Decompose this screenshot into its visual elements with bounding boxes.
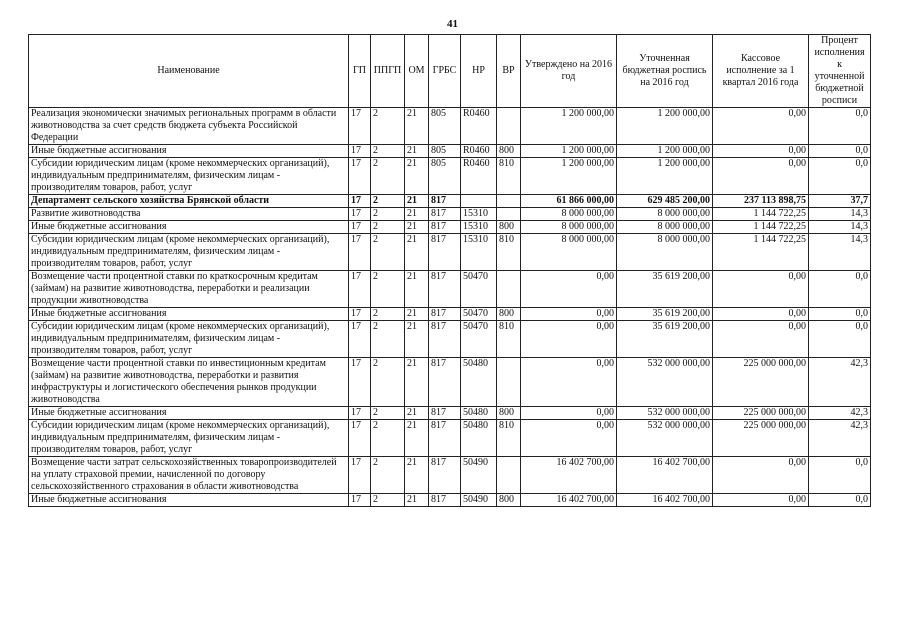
- cell-grbs: 817: [429, 308, 461, 321]
- cell-grbs: 805: [429, 108, 461, 145]
- cell-nr: 50490: [461, 494, 497, 507]
- table-row: [29, 234, 871, 271]
- cell-grbs: 817: [429, 494, 461, 507]
- cell-gp: 17: [349, 271, 371, 308]
- cell-name: Иные бюджетные ассигнования: [29, 494, 349, 507]
- column-header-nr: НР: [461, 35, 497, 108]
- cell-name: Иные бюджетные ассигнования: [29, 308, 349, 321]
- cell-refined: 1 200 000,00: [617, 158, 713, 195]
- cell-name: Развитие животноводства: [29, 208, 349, 221]
- cell-percent: 14,3: [809, 221, 871, 234]
- cell-ppgp: 2: [371, 308, 405, 321]
- cell-percent: 42,3: [809, 358, 871, 407]
- cell-percent: 37,7: [809, 195, 871, 208]
- column-header-cash: Кассовое исполнение за 1 квартал 2016 года: [713, 35, 809, 108]
- cell-refined: 35 619 200,00: [617, 308, 713, 321]
- cell-om: 21: [405, 308, 429, 321]
- column-header-ppgp: ППГП: [371, 35, 405, 108]
- cell-ppgp: 2: [371, 108, 405, 145]
- cell-gp: 17: [349, 321, 371, 358]
- cell-percent: 0,0: [809, 271, 871, 308]
- column-header-approved: Утверждено на 2016 год: [521, 35, 617, 108]
- cell-gp: 17: [349, 308, 371, 321]
- cell-grbs: 805: [429, 145, 461, 158]
- cell-refined: 1 200 000,00: [617, 108, 713, 145]
- cell-gp: 17: [349, 407, 371, 420]
- cell-approved: 1 200 000,00: [521, 158, 617, 195]
- cell-vr: [497, 271, 521, 308]
- cell-approved: 16 402 700,00: [521, 457, 617, 494]
- table-row: [29, 358, 871, 407]
- table-header-row: [29, 35, 871, 108]
- cell-nr: R0460: [461, 145, 497, 158]
- cell-percent: 0,0: [809, 494, 871, 507]
- cell-gp: 17: [349, 208, 371, 221]
- cell-approved: 0,00: [521, 358, 617, 407]
- cell-refined: 532 000 000,00: [617, 407, 713, 420]
- budget-table: [28, 34, 871, 507]
- cell-refined: 629 485 200,00: [617, 195, 713, 208]
- cell-vr: 800: [497, 145, 521, 158]
- cell-percent: 14,3: [809, 234, 871, 271]
- cell-ppgp: 2: [371, 271, 405, 308]
- cell-cash: 225 000 000,00: [713, 358, 809, 407]
- cell-approved: 0,00: [521, 271, 617, 308]
- cell-ppgp: 2: [371, 358, 405, 407]
- cell-refined: 16 402 700,00: [617, 494, 713, 507]
- cell-cash: 225 000 000,00: [713, 420, 809, 457]
- cell-cash: 1 144 722,25: [713, 221, 809, 234]
- cell-vr: 810: [497, 234, 521, 271]
- cell-refined: 8 000 000,00: [617, 221, 713, 234]
- cell-vr: 800: [497, 407, 521, 420]
- cell-grbs: 817: [429, 208, 461, 221]
- cell-percent: 0,0: [809, 308, 871, 321]
- cell-nr: 15310: [461, 208, 497, 221]
- cell-refined: 35 619 200,00: [617, 321, 713, 358]
- page-number: 41: [447, 18, 458, 30]
- cell-percent: 0,0: [809, 321, 871, 358]
- cell-cash: 0,00: [713, 494, 809, 507]
- cell-om: 21: [405, 108, 429, 145]
- cell-vr: 800: [497, 308, 521, 321]
- cell-grbs: 817: [429, 407, 461, 420]
- cell-om: 21: [405, 221, 429, 234]
- cell-grbs: 817: [429, 234, 461, 271]
- cell-approved: 8 000 000,00: [521, 234, 617, 271]
- cell-grbs: 817: [429, 420, 461, 457]
- cell-approved: 8 000 000,00: [521, 208, 617, 221]
- cell-approved: 0,00: [521, 308, 617, 321]
- table-row: [29, 221, 871, 234]
- cell-refined: 532 000 000,00: [617, 358, 713, 407]
- column-header-percent: Процент исполнения к уточненной бюджетной росписи: [809, 35, 871, 108]
- cell-ppgp: 2: [371, 234, 405, 271]
- cell-ppgp: 2: [371, 407, 405, 420]
- cell-om: 21: [405, 271, 429, 308]
- column-header-name: Наименование: [29, 35, 349, 108]
- cell-refined: 8 000 000,00: [617, 208, 713, 221]
- table-row: [29, 195, 871, 208]
- cell-nr: 15310: [461, 234, 497, 271]
- cell-name: Иные бюджетные ассигнования: [29, 221, 349, 234]
- cell-nr: R0460: [461, 158, 497, 195]
- cell-om: 21: [405, 145, 429, 158]
- cell-name: Субсидии юридическим лицам (кроме некоммерческих организаций), индивидуальным предпринимателям, физическим лицам - производителям товаров, работ, услуг: [29, 321, 349, 358]
- cell-ppgp: 2: [371, 195, 405, 208]
- cell-cash: 237 113 898,75: [713, 195, 809, 208]
- cell-percent: 0,0: [809, 457, 871, 494]
- cell-nr: 50480: [461, 407, 497, 420]
- cell-nr: 50470: [461, 308, 497, 321]
- cell-cash: 0,00: [713, 108, 809, 145]
- cell-name: Реализация экономически значимых региональных программ в области животноводства за счет средств бюджета субъекта Российской Федерации: [29, 108, 349, 145]
- cell-gp: 17: [349, 108, 371, 145]
- cell-vr: [497, 457, 521, 494]
- cell-grbs: 817: [429, 358, 461, 407]
- cell-cash: 1 144 722,25: [713, 208, 809, 221]
- cell-name: Департамент сельского хозяйства Брянской области: [29, 195, 349, 208]
- cell-percent: 0,0: [809, 158, 871, 195]
- cell-grbs: 817: [429, 221, 461, 234]
- cell-nr: 50470: [461, 321, 497, 358]
- cell-grbs: 817: [429, 457, 461, 494]
- cell-cash: 0,00: [713, 158, 809, 195]
- table-row: [29, 208, 871, 221]
- cell-om: 21: [405, 420, 429, 457]
- column-header-refined: Уточненная бюджетная роспись на 2016 год: [617, 35, 713, 108]
- cell-om: 21: [405, 358, 429, 407]
- cell-cash: 0,00: [713, 321, 809, 358]
- cell-gp: 17: [349, 158, 371, 195]
- table-row: [29, 158, 871, 195]
- cell-approved: 0,00: [521, 420, 617, 457]
- table-row: [29, 420, 871, 457]
- cell-ppgp: 2: [371, 158, 405, 195]
- cell-om: 21: [405, 208, 429, 221]
- cell-name: Возмещение части затрат сельскохозяйственных товаропроизводителей на уплату страховой премии, начисленной по договору сельскохозяйственного страхования в области животноводства: [29, 457, 349, 494]
- cell-approved: 0,00: [521, 321, 617, 358]
- cell-gp: 17: [349, 457, 371, 494]
- cell-om: 21: [405, 234, 429, 271]
- cell-ppgp: 2: [371, 420, 405, 457]
- cell-name: Возмещение части процентной ставки по краткосрочным кредитам (займам) на развитие животноводства, переработки и реализации продукции животноводства: [29, 271, 349, 308]
- cell-approved: 61 866 000,00: [521, 195, 617, 208]
- cell-refined: 532 000 000,00: [617, 420, 713, 457]
- cell-percent: 0,0: [809, 145, 871, 158]
- cell-vr: 810: [497, 420, 521, 457]
- table-row: [29, 321, 871, 358]
- table-row: [29, 457, 871, 494]
- cell-ppgp: 2: [371, 494, 405, 507]
- column-header-vr: ВР: [497, 35, 521, 108]
- column-header-grbs: ГРБС: [429, 35, 461, 108]
- cell-vr: [497, 195, 521, 208]
- cell-vr: [497, 208, 521, 221]
- cell-percent: 14,3: [809, 208, 871, 221]
- cell-approved: 16 402 700,00: [521, 494, 617, 507]
- table-row: [29, 407, 871, 420]
- column-header-om: ОМ: [405, 35, 429, 108]
- cell-gp: 17: [349, 494, 371, 507]
- cell-om: 21: [405, 407, 429, 420]
- cell-cash: 0,00: [713, 145, 809, 158]
- cell-vr: 800: [497, 221, 521, 234]
- cell-om: 21: [405, 494, 429, 507]
- cell-refined: 1 200 000,00: [617, 145, 713, 158]
- cell-nr: 50490: [461, 457, 497, 494]
- cell-name: Возмещение части процентной ставки по инвестиционным кредитам (займам) на развитие животноводства, переработки и развития инфраструктуры и логистического обеспечения рынков продукции животноводства: [29, 358, 349, 407]
- column-header-gp: ГП: [349, 35, 371, 108]
- cell-vr: 810: [497, 321, 521, 358]
- cell-name: Субсидии юридическим лицам (кроме некоммерческих организаций), индивидуальным предпринимателям, физическим лицам - производителям товаров, работ, услуг: [29, 158, 349, 195]
- cell-grbs: 817: [429, 321, 461, 358]
- cell-cash: 0,00: [713, 271, 809, 308]
- cell-vr: [497, 108, 521, 145]
- cell-refined: 8 000 000,00: [617, 234, 713, 271]
- cell-name: Иные бюджетные ассигнования: [29, 407, 349, 420]
- cell-ppgp: 2: [371, 321, 405, 358]
- table-row: [29, 494, 871, 507]
- cell-approved: 1 200 000,00: [521, 108, 617, 145]
- cell-approved: 0,00: [521, 407, 617, 420]
- cell-gp: 17: [349, 358, 371, 407]
- cell-nr: R0460: [461, 108, 497, 145]
- table-row: [29, 271, 871, 308]
- cell-refined: 16 402 700,00: [617, 457, 713, 494]
- cell-refined: 35 619 200,00: [617, 271, 713, 308]
- cell-nr: 50470: [461, 271, 497, 308]
- table-row: [29, 108, 871, 145]
- cell-name: Субсидии юридическим лицам (кроме некоммерческих организаций), индивидуальным предпринимателям, физическим лицам - производителям товаров, работ, услуг: [29, 234, 349, 271]
- cell-gp: 17: [349, 195, 371, 208]
- cell-gp: 17: [349, 234, 371, 271]
- cell-name: Субсидии юридическим лицам (кроме некоммерческих организаций), индивидуальным предпринимателям, физическим лицам - производителям товаров, работ, услуг: [29, 420, 349, 457]
- cell-grbs: 805: [429, 158, 461, 195]
- cell-om: 21: [405, 321, 429, 358]
- cell-cash: 0,00: [713, 308, 809, 321]
- cell-cash: 0,00: [713, 457, 809, 494]
- cell-gp: 17: [349, 221, 371, 234]
- cell-om: 21: [405, 457, 429, 494]
- cell-name: Иные бюджетные ассигнования: [29, 145, 349, 158]
- cell-nr: 50480: [461, 420, 497, 457]
- cell-grbs: 817: [429, 271, 461, 308]
- cell-om: 21: [405, 158, 429, 195]
- cell-percent: 42,3: [809, 407, 871, 420]
- cell-ppgp: 2: [371, 208, 405, 221]
- cell-approved: 1 200 000,00: [521, 145, 617, 158]
- table-row: [29, 145, 871, 158]
- cell-nr: 50480: [461, 358, 497, 407]
- table-row: [29, 308, 871, 321]
- cell-percent: 0,0: [809, 108, 871, 145]
- cell-vr: 810: [497, 158, 521, 195]
- table-body: [29, 108, 871, 507]
- cell-om: 21: [405, 195, 429, 208]
- cell-grbs: 817: [429, 195, 461, 208]
- cell-gp: 17: [349, 145, 371, 158]
- cell-nr: 15310: [461, 221, 497, 234]
- cell-gp: 17: [349, 420, 371, 457]
- cell-vr: 800: [497, 494, 521, 507]
- cell-cash: 225 000 000,00: [713, 407, 809, 420]
- cell-cash: 1 144 722,25: [713, 234, 809, 271]
- cell-approved: 8 000 000,00: [521, 221, 617, 234]
- cell-ppgp: 2: [371, 221, 405, 234]
- cell-ppgp: 2: [371, 457, 405, 494]
- cell-ppgp: 2: [371, 145, 405, 158]
- cell-vr: [497, 358, 521, 407]
- cell-percent: 42,3: [809, 420, 871, 457]
- cell-nr: [461, 195, 497, 208]
